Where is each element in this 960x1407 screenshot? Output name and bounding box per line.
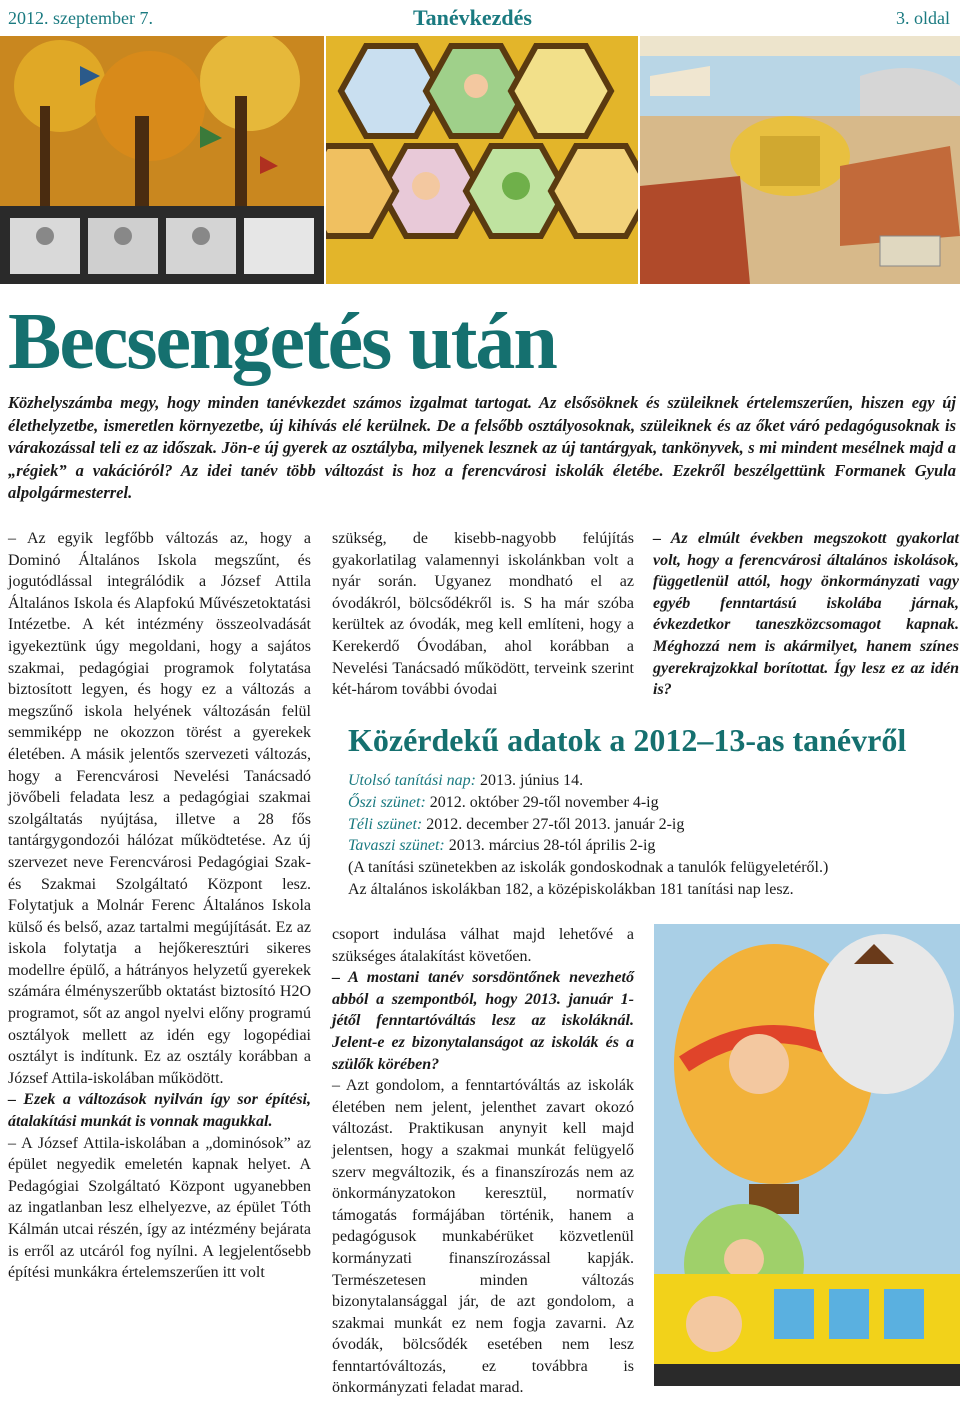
infobox-row	[348, 814, 958, 836]
infobox-label: Utolsó tanítási nap:	[348, 772, 477, 789]
answer-paragraph: csoport indulása válhat majd lehetővé a szükséges átalakítást követően.	[332, 926, 634, 965]
article-lede: Közhelyszámba megy, hogy minden tanévkezdet számos izgalmat tartogat. Az elsősöknek és szüleiknek értelemszerűen, hiszen egy új élethelyzetbe, ismeretlen környezetbe, új kihívás elé kerülnek. De a felsőbb osztályosoknak, szüleiknek és az őket váró pedagógusoknak is várakozással teli ez az időszak. Jön-e új gyerek az osztályba, milyenek lesznek az új tantárgyak, tankönyvek, s mi mindent mesélnek majd a „régiek” a vakációról? Az idei tanév több változást is hoz a ferencvárosi iskolák életébe. Ezekről beszélgettünk Formanek Gyula alpolgármesterrel.	[8, 393, 956, 503]
infobox-title: Közérdekű adatok a 2012–13-as tanévről	[348, 722, 907, 758]
question-paragraph: – A mostani tanév sorsdöntőnek nevezhető abból a szempontból, hogy 2013. január 1-jétől fenntartóváltás lesz az iskoláknál. Jelent-e ez bizonytalanságot az iskolák és a szülők körében?	[332, 969, 634, 1073]
infobox-row	[348, 835, 958, 857]
town-illustration	[640, 36, 960, 284]
balloon-tram-illustration	[654, 924, 960, 1386]
infobox-label: Őszi szünet:	[348, 793, 426, 811]
article-column-1	[8, 528, 311, 1284]
infobox-value: 2013. június 14.	[480, 772, 584, 789]
infobox	[348, 770, 958, 901]
infobox-value: 2012. október 29-től november 4-ig	[429, 793, 659, 811]
answer-paragraph: – Az egyik legfőbb változás az, hogy a Dominó Általános Iskola megszűnt, és jogutódlással integrálódik a József Attila Általános Iskola és Alapfokú Művészetoktatási Intézetbe. A két intézmény összeolvadását igyekeztünk úgy megoldani, hogy a sajátos szakmai, pedagógiai programok folytatása biztosított legyen, és hogy ez a változás a megszűnő iskola helyének változásán felül semmiképp ne okozzon törést a gyerekek életében. A másik jelentős szervezeti változás, hogy a Ferencvárosi Nevelési Tanácsadó jövőbeli feladata lesz a pedagógiai szakmai szolgáltatás nyújtása, illetve a 28 fős tantárgygondozói hálózat működtetése. Az új szervezet neve Ferencvárosi Pedagógiai Szak- és Szakmai Szolgáltató Központ lesz. Folytatjuk a Molnár Ferenc Általános Iskola külső és belső, azaz tartalmi megújítását. Ez az iskola folytatja a hejőkeresztúri sikeres modellre épülő, a hátrányos helyzetű gyerekek számára élményszerűbb oktatást biztosító H2O programot, sőt az angol nyelvi előny programú osztályok mellett az idén egy logopédiai osztályt is indítunk. Ez az osztály korábban a József Attila-iskolában működött.	[8, 530, 311, 1087]
article-column-2-bottom	[332, 924, 634, 1399]
infobox-value: 2013. március 28-tól április 2-ig	[448, 837, 656, 855]
infobox-row	[348, 770, 958, 792]
issue-date: 2012. szeptember 7.	[8, 8, 153, 28]
article-headline: Becsengetés után	[8, 298, 556, 386]
film-strip-illustration	[0, 36, 324, 284]
infobox-label: Téli szünet:	[348, 815, 423, 833]
answer-paragraph: – Azt gondolom, a fenntartóváltás az iskolák életében nem jelent, jelenthet zavart okozó változást. Praktikusan anynyit kell majd jelentsen, hogy a szakmai munkát felügyelő szerv megváltozik, és a finanszírozás nem az önkormányzatokon keresztül, normatív támogatás formájában történik, hanem a pedagógusok munkabérüket közvetlenül kormányzati finanszírozással kapják. Természetesen minden változás bizonytalansággal jár, de azt gondolom, a szakmai munkát ez nem fogja zavarni. Az óvodák, bölcsődék esetében nem lesz fenntartóváltozás, ez továbbra is önkormányzati feladat marad.	[332, 1077, 634, 1397]
article-column-3-top	[653, 528, 959, 701]
section-title: Tanévkezdés	[413, 5, 532, 30]
infobox-value: 2012. december 27-től 2013. január 2-ig	[426, 815, 685, 833]
answer-paragraph: szükség, de kisebb-nagyobb felújítás gyakorlatilag valamennyi iskolánkban volt a nyár során. Ugyanez mondható el az óvodákról, bölcsődékről is. S ha már szóba kerültek az óvodák, meg kell említeni, hogy a Kerekerdő Óvodában, ahol korábban a Nevelési Tanácsadó működött, terveink szerint két-három további óvodai	[332, 530, 634, 699]
question-paragraph: – Ezek a változások nyilván így sor építési, átalakítási munkát is vonnak magukkal.	[8, 1091, 311, 1131]
infobox-note: Az általános iskolákban 182, a középiskolákban 181 tanítási nap lesz.	[348, 880, 794, 898]
article-column-2-top	[332, 528, 634, 701]
page-number: 3. oldal	[896, 8, 950, 28]
infobox-note: (A tanítási szünetekben az iskolák gondoskodnak a tanulók felügyeletéről.)	[348, 859, 829, 877]
infobox-label: Tavaszi szünet:	[348, 837, 445, 855]
answer-paragraph: – A József Attila-iskolában a „dominósok” az épület negyedik emeletén kapnak helyet. A Pedagógiai Szolgáltató Központ ugyanebben az ingatlanban lesz elhelyezve, az épület Tóth Kálmán utcai részén, így az intézmény bejárata is erről az utcáról fog nyílni. A legjelentősebb építési munkákra értelemszerűen itt volt	[8, 1134, 311, 1282]
question-paragraph: – Az elmúlt években megszokott gyakorlat volt, hogy a ferencvárosi általános iskolások, függetlenül attól, hogy önkormányzati vagy egyéb fenntartású iskolába járnak, évkezdetkor taneszközcsomagot kapnak. Méghozzá nem is akármilyet, hanem színes gyerekrajzokkal borítottat. Így lesz ez az idén is?	[653, 530, 959, 699]
honeycomb-illustration	[326, 36, 638, 284]
infobox-row	[348, 792, 958, 814]
